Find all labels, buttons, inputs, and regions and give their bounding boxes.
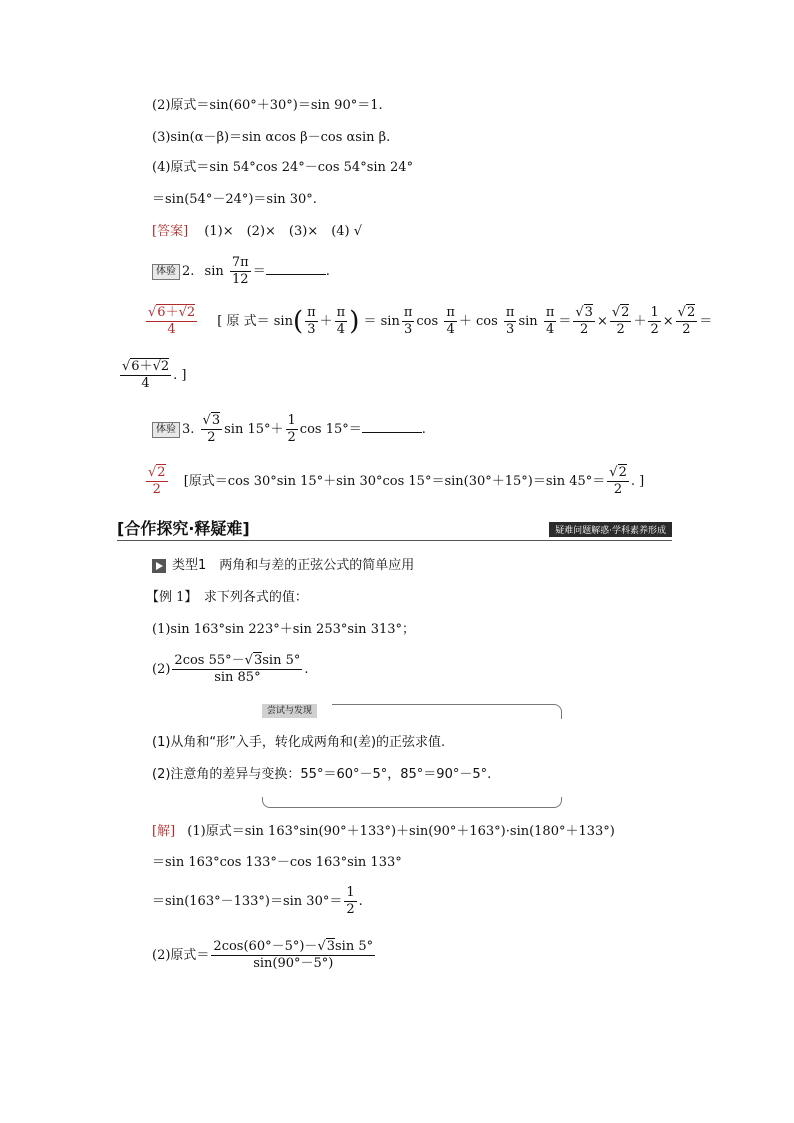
blank xyxy=(362,420,422,433)
line-3: (3)sin(α－β)＝sin αcos β－cos αsin β. xyxy=(152,130,391,145)
play-icon xyxy=(152,559,166,573)
solution-line-2: ＝sin 163°cos 133°－cos 163°sin 133° xyxy=(152,855,402,870)
example-1-part2: (2) $\frac{2\cos 55^\circ-√3\sin 5^\circ}{\sin 85^\circ}$ . xyxy=(152,653,309,685)
solution-label: [解] xyxy=(152,824,176,839)
hint-line-1: (1)从角和“形”入手，转化成两角和(差)的正弦求值. xyxy=(152,735,446,750)
question-3: 体验 3. $\frac{√3}{2}$ sin 15°＋ $\frac{1}{2}$ cos 15°＝ . xyxy=(152,410,426,450)
answer-2-value: $\frac{√6+√2}{4}$ xyxy=(148,305,196,337)
blank xyxy=(266,262,326,275)
tiyan-badge: 体验 xyxy=(152,264,180,280)
solution-line-1: [解] (1)原式＝sin 163°sin(90°＋133°)＋sin(90°＋163°)·sin(180°＋133°) xyxy=(152,824,615,839)
line-2: (2)原式＝sin(60°＋30°)＝sin 90°＝1. xyxy=(152,98,383,113)
tiyan-badge: 体验 xyxy=(152,422,180,438)
example-1-title: 【例 1】 求下列各式的值： xyxy=(146,590,308,605)
hint-box xyxy=(262,704,562,808)
answer-2-line2: $\frac{√6+√2}{4}$ . ] xyxy=(122,359,187,391)
answer-3: $\frac{√2}{2}$ [原式＝cos 30°sin 15°＋sin 30°cos 15°＝sin(30°＋15°)＝sin 45°＝ $\frac{√2}{2}$ . ] xyxy=(148,465,645,497)
solution-line-3: ＝sin(163°－133°)＝sin 30°＝ $\frac{1}{2}$ . xyxy=(152,885,363,917)
section-header xyxy=(117,516,672,541)
type-heading: 类型1 两角和与差的正弦公式的简单应用 xyxy=(152,556,414,576)
hint-line-2: (2)注意角的差异与变换：55°＝60°－5°，85°＝90°－5°. xyxy=(152,767,492,782)
answer-label: [答案] xyxy=(152,224,189,239)
hint-box-title: 尝试与发现 xyxy=(262,704,317,718)
solution-line-4: (2)原式＝ $\frac{2\cos(60^\circ-5^\circ)-√3\sin 5^\circ}{\sin(90^\circ-5^\circ)}$ xyxy=(152,939,374,971)
section-tag: 疑难问题解惑·学科素养形成 xyxy=(549,522,672,537)
line-4-cont: ＝sin(54°－24°)＝sin 30°. xyxy=(152,192,317,207)
answer-line xyxy=(152,222,362,242)
line-4: (4)原式＝sin 54°cos 24°－cos 54°sin 24° xyxy=(152,160,414,175)
example-1-part1: (1)sin 163°sin 223°＋sin 253°sin 313°； xyxy=(152,622,416,637)
fraction-7pi-12: $\frac{7\pi}{12}$ xyxy=(231,255,249,287)
question-2: 体验 2. sin $\frac{7\pi}{12}$ ＝ . xyxy=(152,254,330,290)
section-title: [合作探究·释疑难] xyxy=(117,519,250,538)
answer-text: (1)× (2)× (3)× (4) √ xyxy=(204,224,363,239)
answer-3-value: $\frac{√2}{2}$ xyxy=(148,465,166,497)
answer-2-line1: $\frac{√6+√2}{4}$ [ 原 式＝ sin( $\frac{\pi}{3}$ ＋ $\frac{\pi}{4}$ ) ＝ sin $\frac{\pi}{3}$ cos $\frac{\pi}{4}$ ＋ cos $\frac{\pi}{3}$ sin $\frac{\pi}{4}$ ＝ $\frac{√3}{2}$ × $\frac{√2}{2}$ ＋ $\frac{1}{2}$ × $\frac{√2}{2}$ ＝ xyxy=(148,305,713,337)
